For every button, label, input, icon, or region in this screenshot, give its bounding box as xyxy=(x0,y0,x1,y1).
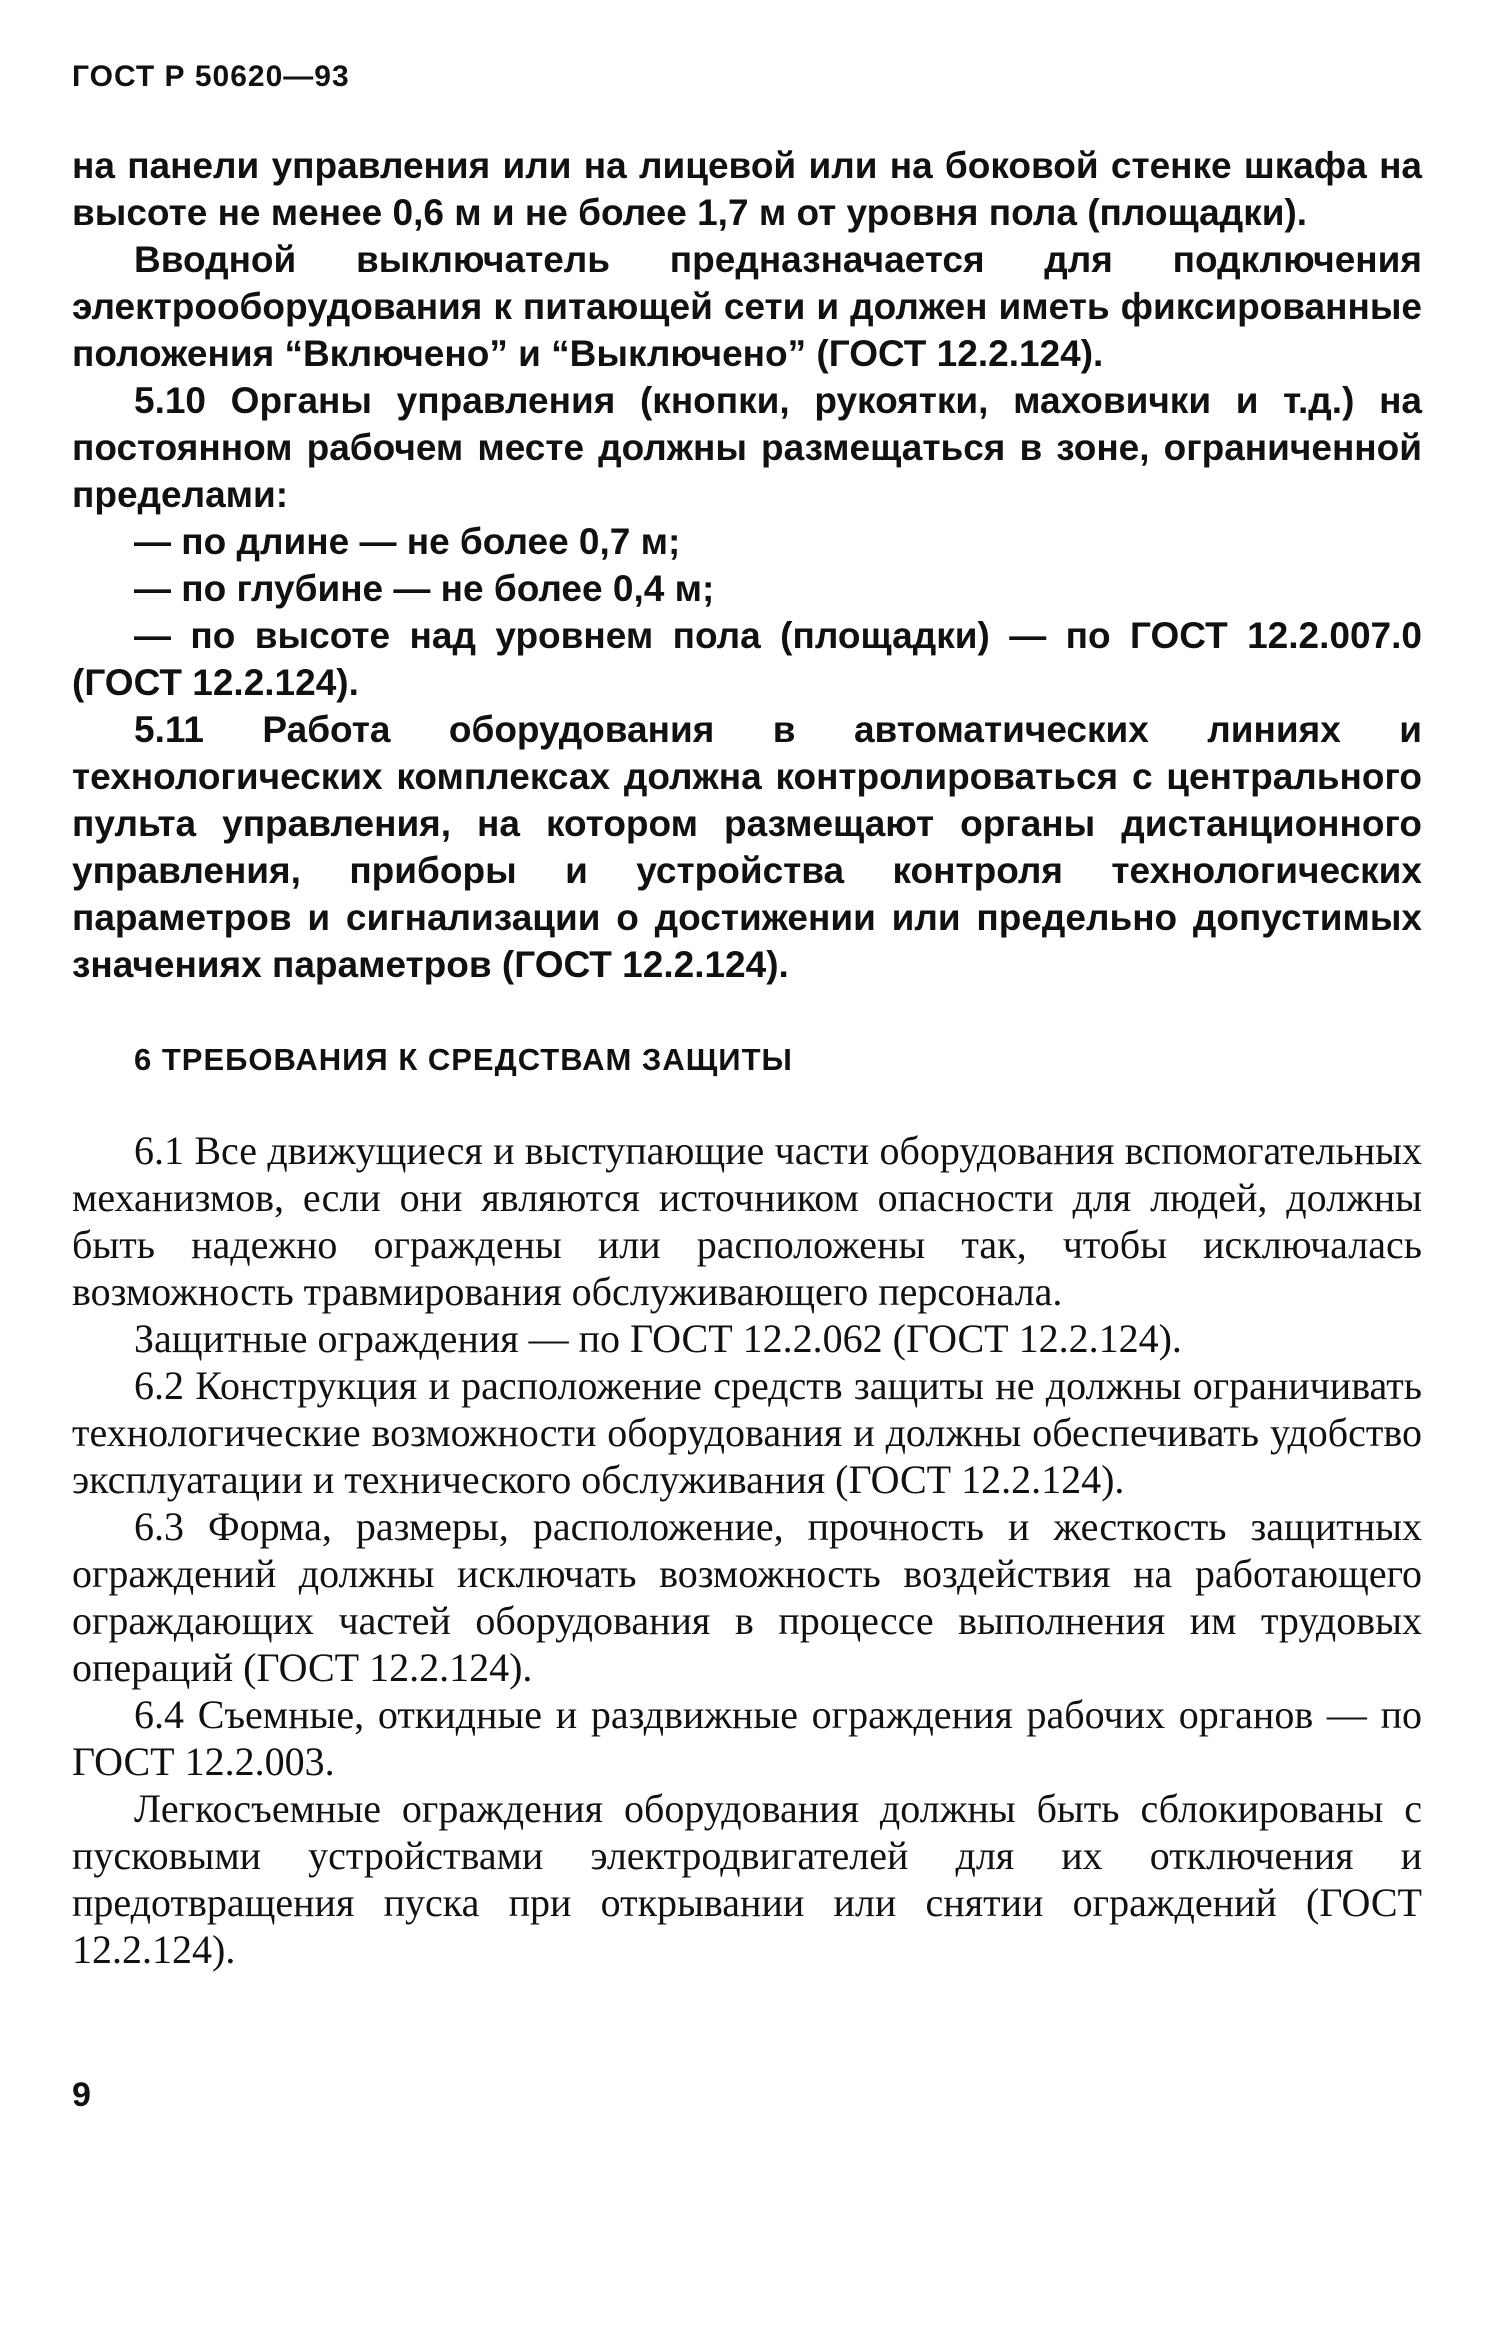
section-heading-6: 6 ТРЕБОВАНИЯ К СРЕДСТВАМ ЗАЩИТЫ xyxy=(134,1042,793,1077)
paragraph-input-switch: Вводной выключатель предназначается для подключения электрооборудования к питающей сети и должен иметь фиксированные положения “Включено” и “Выключено” (ГОСТ 12.2.124). xyxy=(72,239,1422,374)
paragraph-continuation: на панели управления или на лицевой или на боковой стенке шкафа на высоте не менее 0,6 м и не более 1,7 м от уровня пола (площадки). xyxy=(72,145,1422,233)
list-item-height: — по высоте над уровнем пола (площадки) — по ГОСТ 12.2.007.0 (ГОСТ 12.2.124). xyxy=(72,615,1422,703)
paragraph-removable-guards: Легкосъемные ограждения оборудования должны быть сблокированы с пусковыми устройствами электродвигателей для их отключения и предотвращения пуска при открывании или снятии ограждений (ГОСТ 12.2.124). xyxy=(72,1786,1422,1972)
paragraph-6-1: 6.1 Все движущиеся и выступающие части оборудования вспомогательных механизмов, если они являются источником опасности для людей, должны быть надежно ограждены или расположены так, чтобы исключалась возможность травмирования обслуживающего персонала. xyxy=(72,1128,1422,1314)
paragraph-6-2: 6.2 Конструкция и расположение средств защиты не должны ограничивать технологические возможности оборудования и должны обеспечивать удобство эксплуатации и технического обслуживания (ГОСТ 12.2.124). xyxy=(72,1363,1422,1502)
paragraph-6-4: 6.4 Съемные, откидные и раздвижные ограждения рабочих органов — по ГОСТ 12.2.003. xyxy=(72,1692,1422,1784)
list-item-depth: — по глубине — не более 0,4 м; xyxy=(134,568,715,609)
paragraph-protective-guards: Защитные ограждения — по ГОСТ 12.2.062 (ГОСТ 12.2.124). xyxy=(134,1316,1182,1361)
paragraph-6-3: 6.3 Форма, размеры, расположение, прочность и жесткость защитных ограждений должны исключать возможность воздействия на работающего ограждающих частей оборудования в процессе выполнения им трудовых операций (ГОСТ 12.2.124). xyxy=(72,1504,1422,1690)
document-header: ГОСТ Р 50620—93 xyxy=(72,60,350,93)
document-body xyxy=(72,142,1422,1973)
list-item-length: — по длине — не более 0,7 м; xyxy=(134,521,681,562)
paragraph-5-11: 5.11 Работа оборудования в автоматических линиях и технологических комплексах должна контролироваться с центрального пульта управления, на котором размещают органы дистанционного управления, приборы и устройства контроля технологических параметров и сигнализации о достижении или предельно допустимых значениях параметров (ГОСТ 12.2.124). xyxy=(72,709,1422,985)
document-page xyxy=(72,60,1422,1973)
paragraph-5-10: 5.10 Органы управления (кнопки, рукоятки, маховички и т.д.) на постоянном рабочем месте должны размещаться в зоне, ограниченной пределами: xyxy=(72,380,1422,515)
page-number: 9 xyxy=(72,2076,91,2114)
